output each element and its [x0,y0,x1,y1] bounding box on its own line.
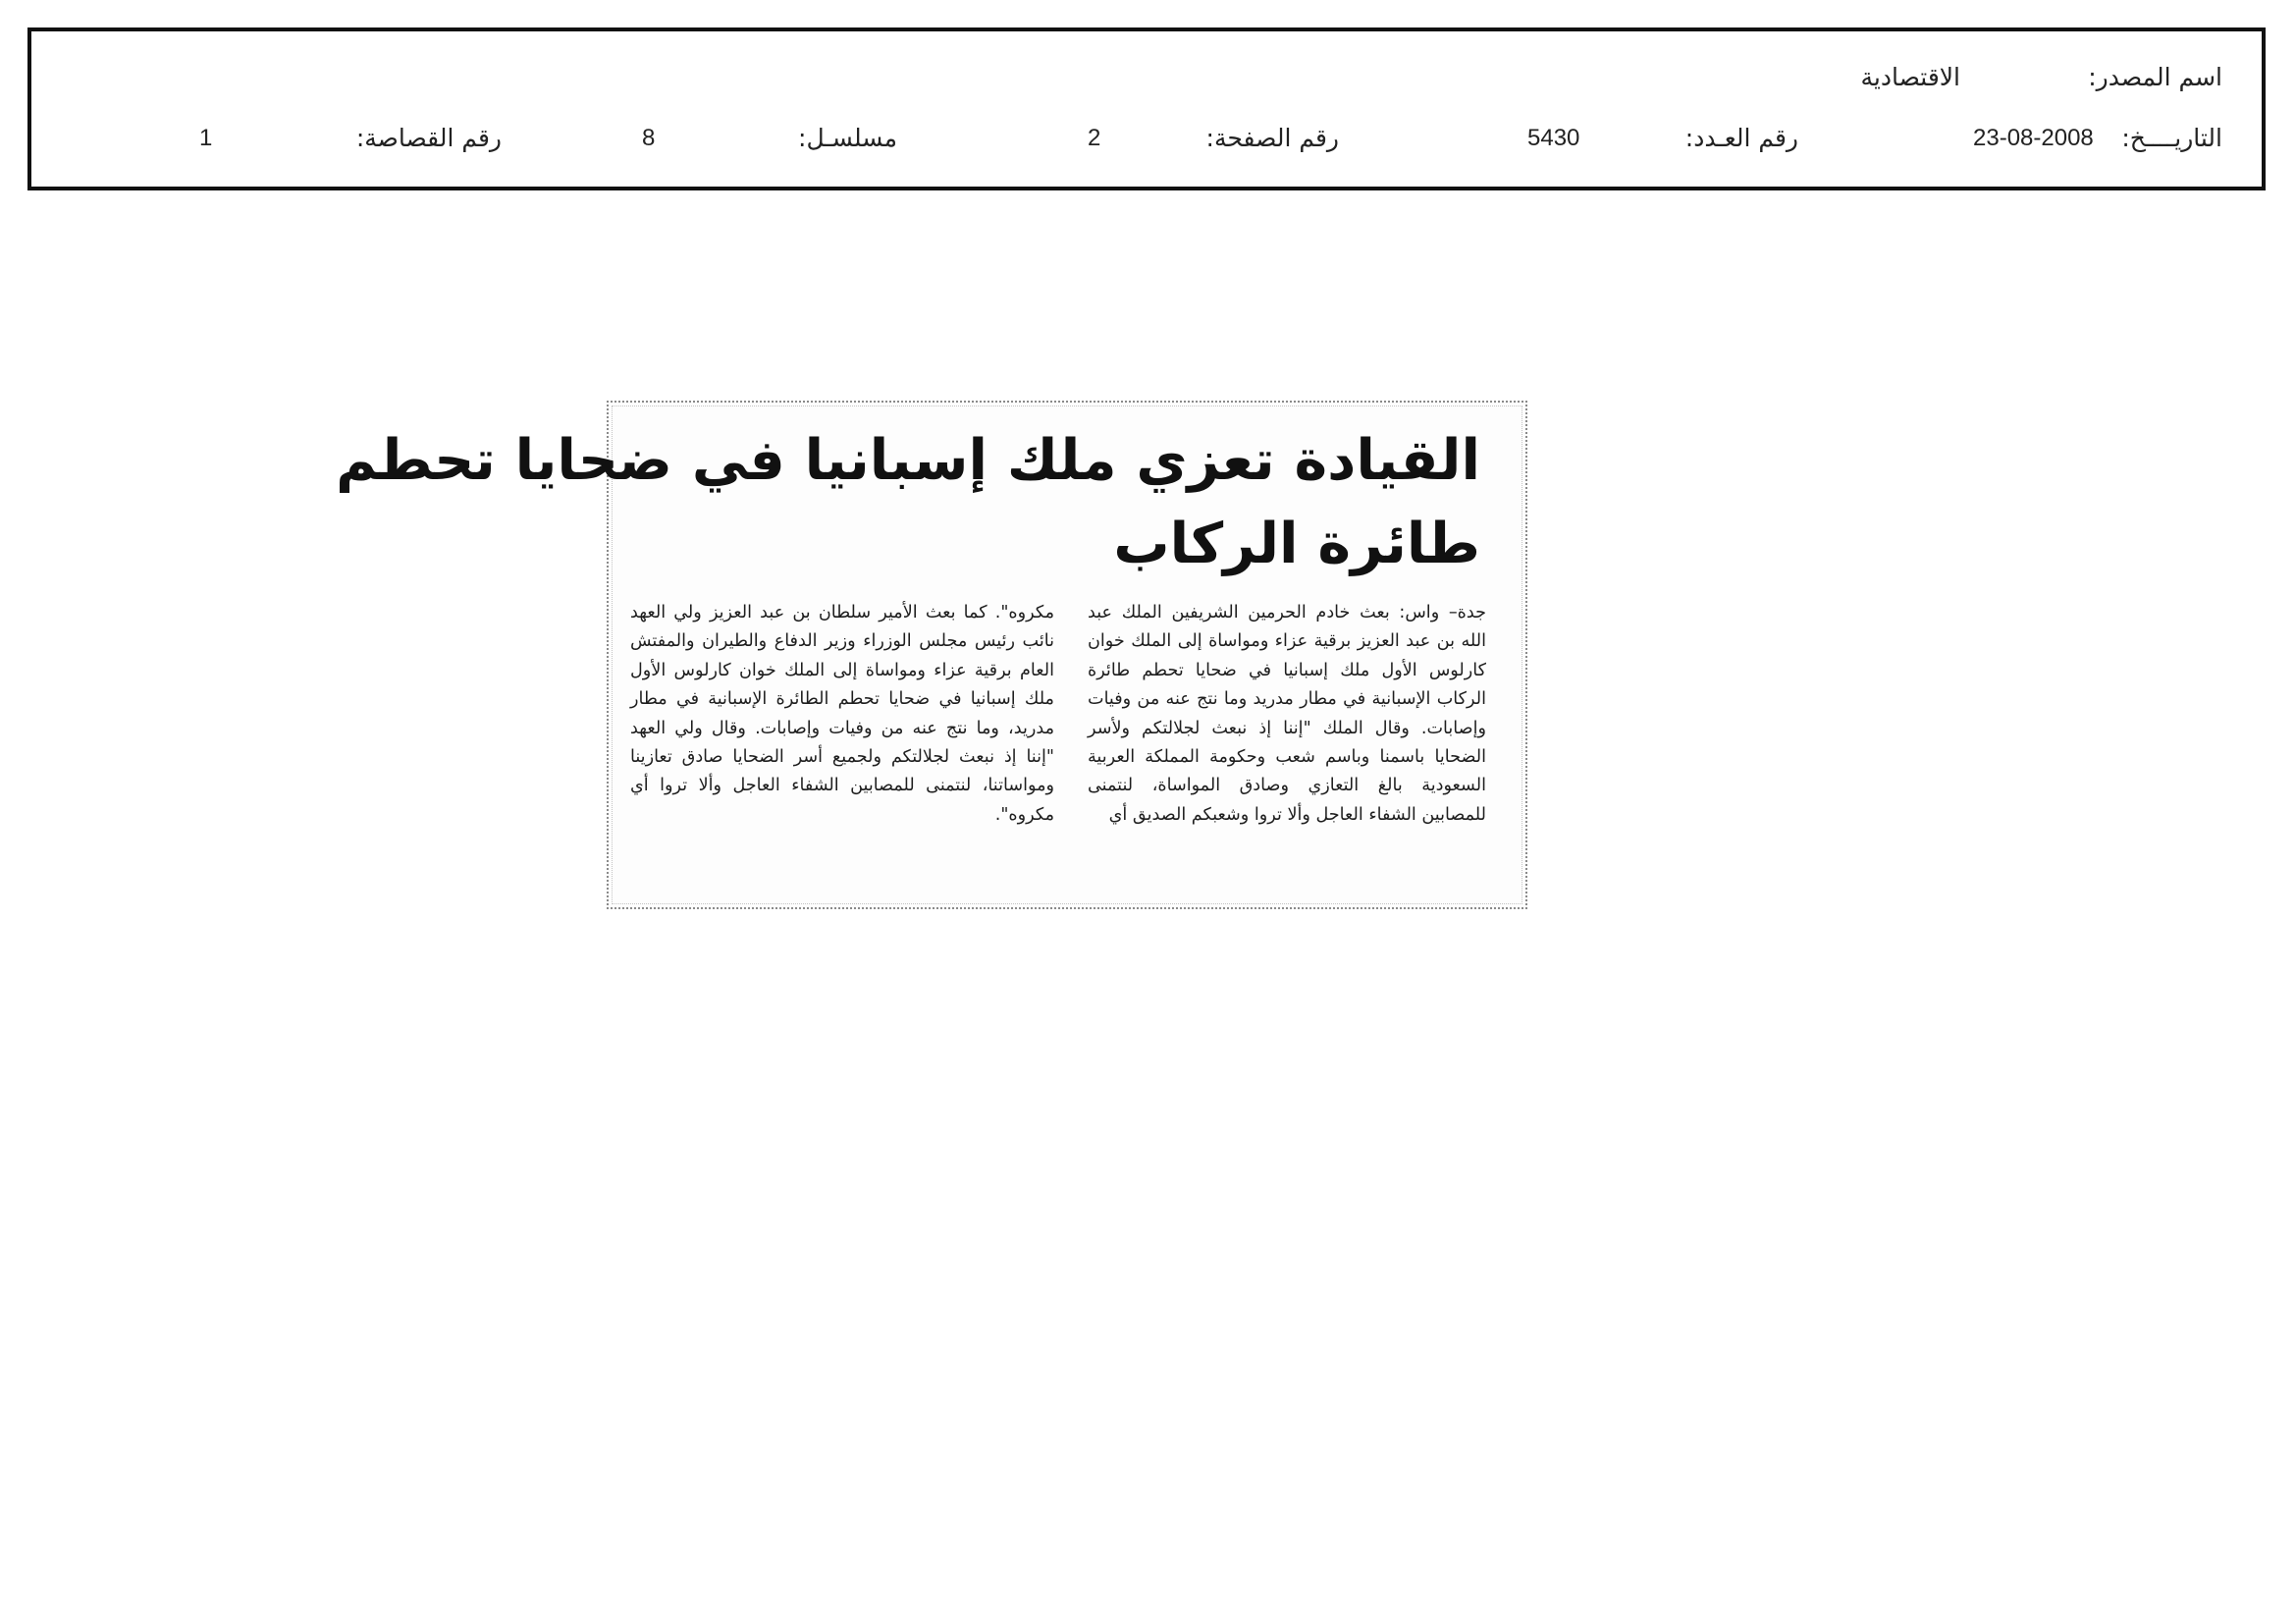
issue-number-value: 5430 [1527,125,1580,151]
clipping-number-label: رقم القصاصة: [355,124,502,152]
clipping-metadata-box [27,27,2266,190]
page-number-label: رقم الصفحة: [1205,124,1339,152]
source-label: اسم المصدر: [2088,63,2222,91]
headline-line-2: طائرة الركاب [1113,512,1480,576]
newspaper-clipping [336,401,1527,909]
source-value: الاقتصادية [1860,63,1960,91]
serial-number-label: مسلسـل: [798,124,897,152]
date-label: التاريــــخ: [2121,124,2222,152]
issue-number-label: رقم العـدد: [1684,124,1798,152]
page-number-value: 2 [1088,125,1101,151]
clipping-number-value: 1 [199,125,213,151]
article-column-2: مكروه". كما بعث الأمير سلطان بن عبد العزيز ولي العهد نائب رئيس مجلس الوزراء وزير الدفاع والطيران والمفتش العام برقية عزاء ومواساة إلى الملك خوان كارلوس الأول ملك إسبانيا في ضحايا تحطم الطائرة الإسبانية في مطار مدريد، وما نتج عنه من وفيات وإصابات. وقال ولي العهد "إننا إذ نبعث لجلالتكم ولجميع أسر الضحايا صادق تعازينا ومواساتنا، لنتمنى للمصابين الشفاء العاجل وألا تروا أي مكروه". [630,603,1054,825]
article-column-1: جدة– واس: بعث خادم الحرمين الشريفين الملك عبد الله بن عبد العزيز برقية عزاء ومواساة إلى الملك خوان كارلوس الأول ملك إسبانيا في ضحايا تحطم طائرة الركاب الإسبانية في مطار مدريد وما نتج عنه من وفيات وإصابات. وقال الملك "إننا إذ نبعث لجلالتكم ولأسر الضحايا باسمنا وباسم شعب وحكومة المملكة العربية السعودية بالغ التعازي وصادق المواساة، لنتمنى للمصابين الشفاء العاجل وألا تروا وشعبكم الصديق أي [1088,603,1486,825]
date-value: 23-08-2008 [1973,125,2094,151]
headline-line-1: القيادة تعزي ملك إسبانيا في ضحايا تحطم [336,428,1480,493]
serial-number-value: 8 [642,125,656,151]
